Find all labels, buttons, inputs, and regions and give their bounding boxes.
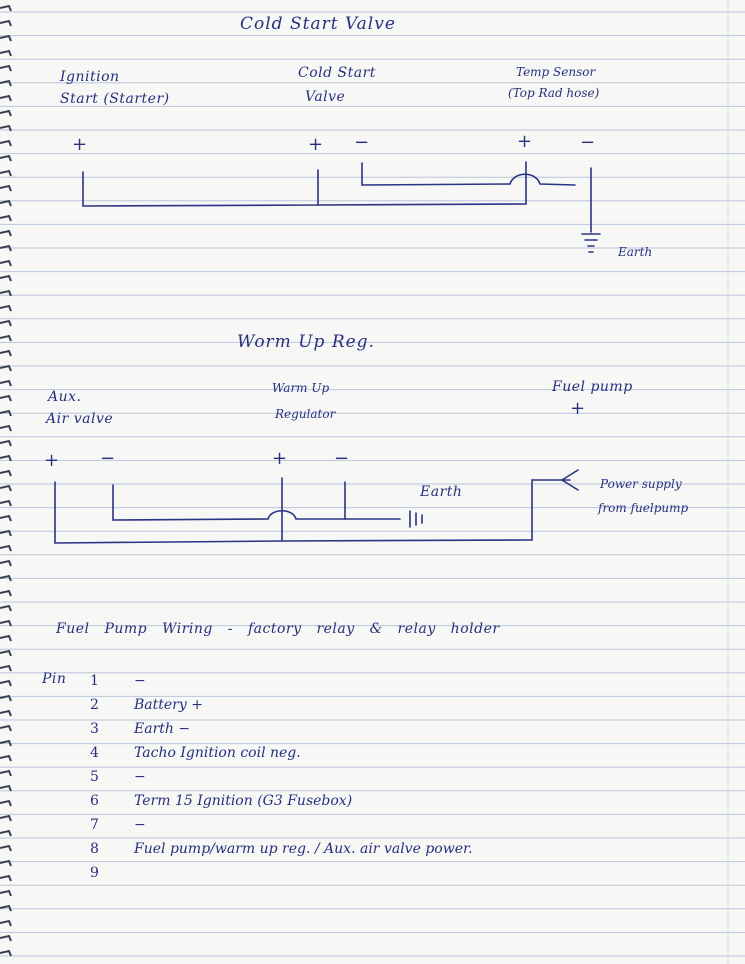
- sensor-plus-sign: +: [517, 131, 533, 152]
- power-supply-label-line1: Power supply: [600, 477, 682, 491]
- pin-number: 4: [90, 745, 99, 761]
- pin-row: [90, 814, 146, 836]
- pin-header-label: Pin: [42, 671, 67, 687]
- warm-up-earth-symbol: [410, 511, 422, 527]
- warm-up-title: Worm Up Reg.: [237, 332, 375, 352]
- ignition-label-line1: Ignition: [60, 69, 120, 85]
- pin-description: −: [134, 673, 146, 689]
- pin-description: Tacho Ignition coil neg.: [134, 745, 301, 761]
- pin-number: 8: [90, 841, 99, 857]
- warm-up-earth-label: Earth: [420, 484, 463, 500]
- reg-plus-sign: +: [272, 448, 288, 469]
- warm-up-regulator-label-line1: Warm Up: [272, 381, 330, 395]
- pin-row: [90, 790, 352, 812]
- cold-start-valve-to-sensor-wire: [362, 163, 575, 185]
- cold-start-valve-label-line2: Valve: [305, 89, 346, 105]
- fuel-pump-wiring-title: Fuel Pump Wiring - factory relay & relay holder: [56, 621, 500, 637]
- aux-air-valve-label-line1: Aux.: [48, 389, 82, 405]
- warm-up-aux-minus-wire: [113, 485, 400, 520]
- pin-number: 2: [90, 697, 99, 713]
- cold-start-supply-wire: [83, 170, 318, 206]
- pin-row: [90, 742, 301, 764]
- warm-up-circuit: [55, 470, 578, 543]
- pin-description: −: [134, 769, 146, 785]
- warm-up-main-wire: [55, 480, 570, 543]
- pin-number: 5: [90, 769, 99, 785]
- valve-minus-sign: −: [354, 132, 370, 153]
- pin-row: [90, 838, 473, 860]
- pin-row: [90, 766, 146, 788]
- pin-row: [90, 862, 134, 884]
- fuel-pump-label: Fuel pump: [552, 379, 633, 395]
- cold-start-valve-label-line1: Cold Start: [298, 65, 376, 81]
- power-supply-label-line2: from fuelpump: [598, 501, 689, 515]
- pin-number: 3: [90, 721, 99, 737]
- cold-start-circuit: [83, 162, 600, 252]
- pin-number: 7: [90, 817, 99, 833]
- pin-description: −: [134, 817, 146, 833]
- sensor-minus-sign: −: [580, 132, 596, 153]
- temp-sensor-label-line2: (Top Rad hose): [508, 86, 600, 100]
- pin-number: 6: [90, 793, 99, 809]
- aux-plus-sign: +: [44, 450, 60, 471]
- aux-minus-sign: −: [100, 448, 116, 469]
- warm-up-regulator-label-line2: Regulator: [275, 407, 336, 421]
- reg-minus-sign: −: [334, 448, 350, 469]
- pin-row: [90, 694, 203, 716]
- cold-start-earth-label: Earth: [618, 245, 653, 259]
- pin-number: 9: [90, 865, 99, 881]
- pin-description: Battery +: [134, 697, 203, 713]
- pin-number: 1: [90, 673, 99, 689]
- ignition-label-line2: Start (Starter): [60, 91, 170, 107]
- fuel-pump-plus-sign: +: [570, 398, 586, 419]
- pin-description: Term 15 Ignition (G3 Fusebox): [134, 793, 353, 809]
- pin-row: [90, 718, 190, 740]
- pin-description: Earth −: [134, 721, 191, 737]
- ignition-plus-sign: +: [72, 134, 88, 155]
- earth-symbol: [582, 234, 600, 252]
- pin-description: Fuel pump/warm up reg. / Aux. air valve power.: [134, 841, 473, 857]
- temp-sensor-label-line1: Temp Sensor: [516, 65, 596, 79]
- pin-row: [90, 670, 146, 692]
- aux-air-valve-label-line2: Air valve: [46, 411, 114, 427]
- cold-start-title: Cold Start Valve: [240, 14, 396, 34]
- valve-plus-sign: +: [308, 134, 324, 155]
